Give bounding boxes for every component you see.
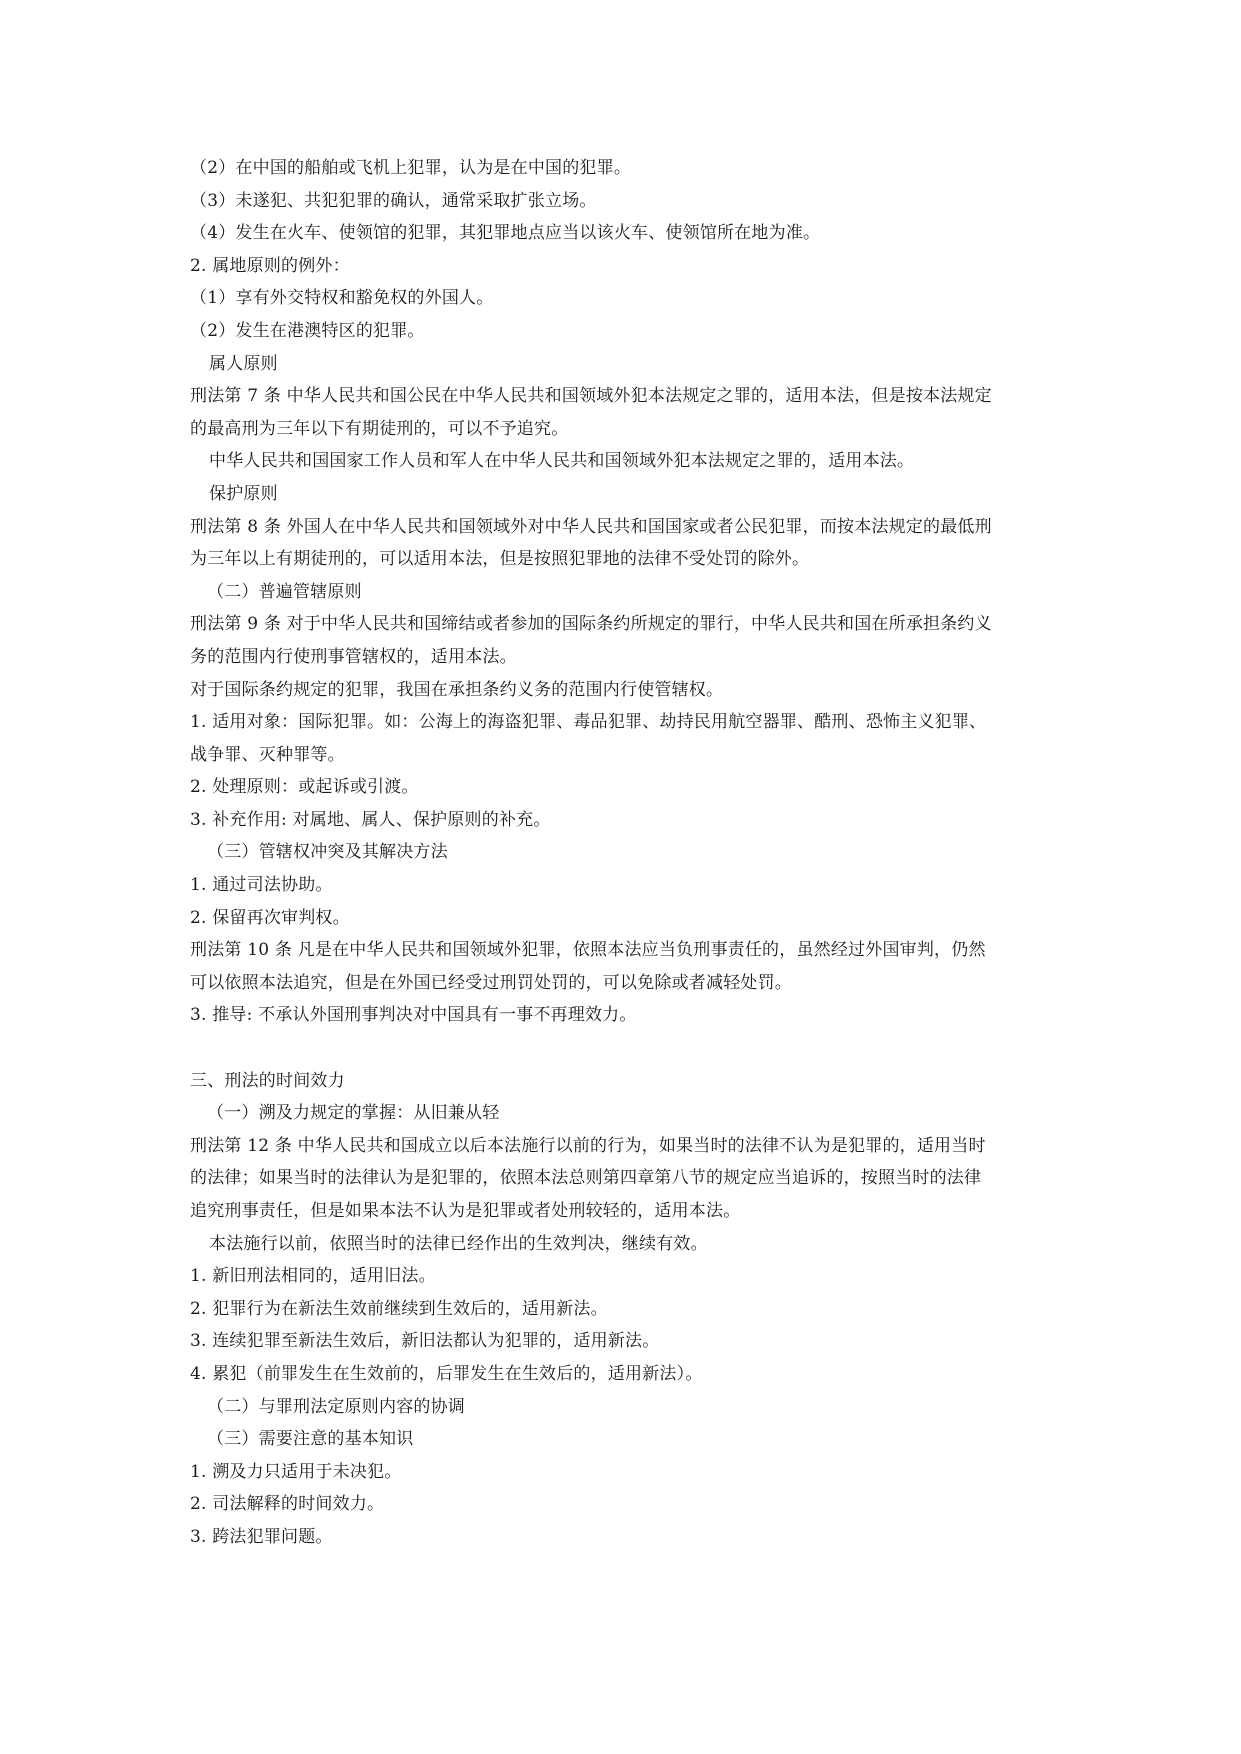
text-line: 2. 属地原则的例外： (190, 255, 350, 276)
text-line: 的法律；如果当时的法律认为是犯罪的，依照本法总则第四章第八节的规定应当追诉的，按照当时的法律 (190, 1168, 982, 1189)
text-line: 务的范围内行使刑事管辖权的，适用本法。 (190, 646, 517, 667)
text-line: 2. 司法解释的时间效力。 (190, 1494, 385, 1515)
text-line: （二）普遍管辖原则 (207, 581, 362, 602)
text-line: 保护原则 (209, 483, 278, 504)
text-line: 战争罪、灭种罪等。 (190, 744, 345, 765)
text-line: （二）与罪刑法定原则内容的协调 (207, 1396, 465, 1417)
text-line: （一）溯及力规定的掌握：从旧兼从轻 (207, 1103, 500, 1124)
text-line: （2）发生在港澳特区的犯罪。 (190, 320, 425, 341)
text-line: 为三年以上有期徒刑的，可以适用本法，但是按照犯罪地的法律不受处罚的除外。 (190, 549, 810, 570)
text-line: 刑法第 12 条 中华人民共和国成立以后本法施行以前的行为，如果当时的法律不认为是犯罪的，适用当时 (190, 1135, 986, 1156)
text-line: （4）发生在火车、使领馆的犯罪，其犯罪地点应当以该火车、使领馆所在地为准。 (190, 223, 821, 244)
text-line: 1. 通过司法协助。 (190, 875, 333, 896)
text-line: 属人原则 (209, 353, 278, 374)
text-line: （3）未遂犯、共犯犯罪的确认，通常采取扩张立场。 (190, 190, 597, 211)
document-body (190, 152, 1070, 1554)
text-line: （三）需要注意的基本知识 (207, 1429, 414, 1450)
blank-line (190, 1032, 1070, 1065)
text-line: 刑法第 8 条 外国人在中华人民共和国领域外对中华人民共和国国家或者公民犯罪，而按本法规定的最低刑 (190, 516, 992, 537)
text-line: 对于国际条约规定的犯罪，我国在承担条约义务的范围内行使管辖权。 (190, 679, 724, 700)
text-line: 1. 新旧刑法相同的，适用旧法。 (190, 1266, 436, 1287)
text-line: 2. 保留再次审判权。 (190, 907, 350, 928)
text-line: （1）享有外交特权和豁免权的外国人。 (190, 288, 494, 309)
text-line: 2. 处理原则：或起诉或引渡。 (190, 777, 419, 798)
text-line: 1. 适用对象：国际犯罪。如：公海上的海盗犯罪、毒品犯罪、劫持民用航空器罪、酷刑、恐怖主义犯罪、 (190, 712, 987, 733)
text-line: 1. 溯及力只适用于未决犯。 (190, 1461, 402, 1482)
text-line: 追究刑事责任，但是如果本法不认为是犯罪或者处刑较轻的，适用本法。 (190, 1201, 741, 1221)
text-line: （2）在中国的船舶或飞机上犯罪，认为是在中国的犯罪。 (190, 158, 632, 178)
text-line: 刑法第 9 条 对于中华人民共和国缔结或者参加的国际条约所规定的罪行，中华人民共和国在所承担条约义 (190, 614, 992, 635)
text-line: 可以依照本法追究，但是在外国已经受过刑罚处罚的，可以免除或者减轻处罚。 (190, 972, 792, 993)
text-line: 本法施行以前，依照当时的法律已经作出的生效判决，继续有效。 (209, 1233, 708, 1254)
text-line: 中华人民共和国国家工作人员和军人在中华人民共和国领域外犯本法规定之罪的，适用本法。 (209, 451, 915, 472)
text-line: （三）管辖权冲突及其解决方法 (207, 842, 448, 863)
text-line: 3. 补充作用: 对属地、属人、保护原则的补充。 (190, 809, 551, 830)
text-line: 4. 累犯（前罪发生在生效前的，后罪发生在生效后的，适用新法）。 (190, 1363, 703, 1384)
text-line: 3. 连续犯罪至新法生效后，新旧法都认为犯罪的，适用新法。 (190, 1331, 660, 1352)
text-line: 三、刑法的时间效力 (190, 1070, 345, 1091)
text-line: 的最高刑为三年以下有期徒刑的，可以不予追究。 (190, 418, 569, 439)
text-line: 2. 犯罪行为在新法生效前继续到生效后的，适用新法。 (190, 1298, 608, 1319)
text-line: 3. 跨法犯罪问题。 (190, 1526, 333, 1547)
text-line: 3. 推导: 不承认外国刑事判决对中国具有一事不再理效力。 (190, 1005, 637, 1026)
text-line: 刑法第 7 条 中华人民共和国公民在中华人民共和国领域外犯本法规定之罪的，适用本法，但是按本法规定 (190, 386, 992, 407)
text-line: 刑法第 10 条 凡是在中华人民共和国领域外犯罪，依照本法应当负刑事责任的，虽然经过外国审判，仍然 (190, 940, 986, 961)
